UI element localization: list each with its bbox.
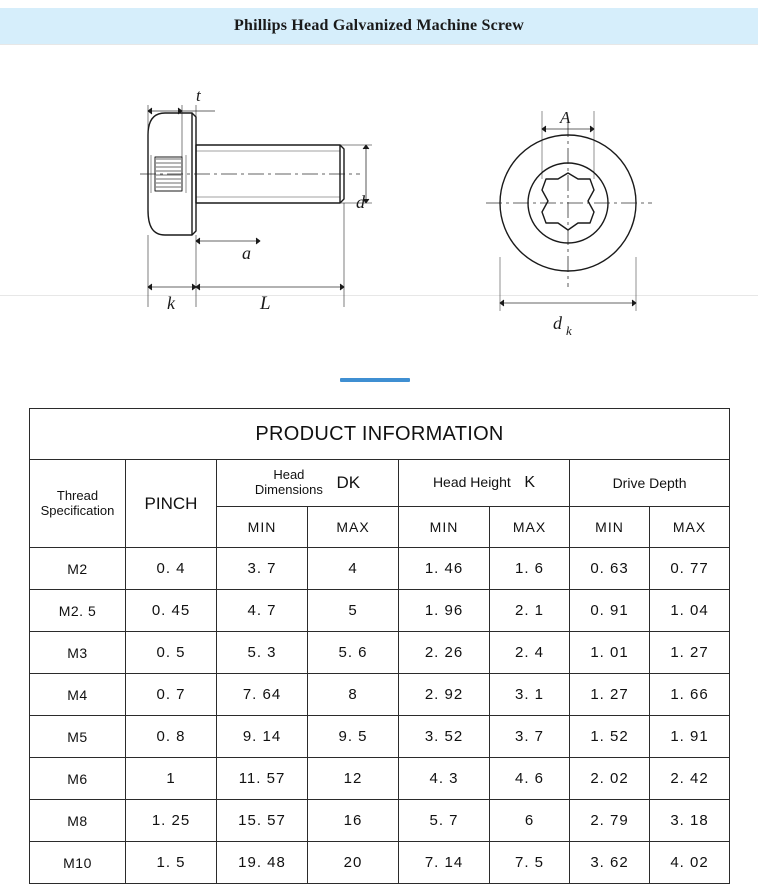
cell-dk-max: 16	[308, 800, 399, 842]
label-k: k	[167, 293, 175, 313]
cell-pinch: 0. 4	[126, 548, 217, 590]
cell-dd-min: 2. 79	[570, 800, 650, 842]
cell-pinch: 0. 8	[126, 716, 217, 758]
table-row	[30, 674, 730, 716]
cell-k-min: 7. 14	[399, 842, 490, 884]
drawing-svg	[0, 45, 758, 338]
product-information-section	[29, 408, 729, 884]
table-row	[30, 842, 730, 884]
cell-dk-min: 9. 14	[217, 716, 308, 758]
cell-k-min: 2. 92	[399, 674, 490, 716]
label-A: A	[560, 108, 571, 127]
cell-k-max: 6	[490, 800, 570, 842]
cell-dd-min: 2. 02	[570, 758, 650, 800]
label-dk-sub: k	[566, 323, 572, 338]
table-row	[30, 758, 730, 800]
top-center-axes	[486, 121, 652, 287]
cell-dk-max: 9. 5	[308, 716, 399, 758]
header-dd-min: MIN	[570, 507, 650, 548]
head-recess-hatch	[156, 159, 181, 187]
cell-dk-min: 19. 48	[217, 842, 308, 884]
cell-thread: M8	[30, 800, 126, 842]
table-header-row-1	[30, 460, 730, 507]
header-head-dim-line2: Dimensions	[254, 482, 323, 497]
product-title-banner	[0, 8, 758, 44]
header-k-min: MIN	[399, 507, 490, 548]
cell-pinch: 1	[126, 758, 217, 800]
header-head-dim-code: DK	[336, 473, 361, 493]
table-row	[30, 590, 730, 632]
cell-dk-max: 20	[308, 842, 399, 884]
header-pinch: PINCH	[126, 460, 217, 548]
table-row	[30, 716, 730, 758]
cell-dd-max: 4. 02	[650, 842, 730, 884]
table-title-row	[30, 409, 730, 460]
header-head-height	[399, 460, 570, 507]
technical-drawing	[0, 44, 758, 338]
cell-thread: M2	[30, 548, 126, 590]
table-row	[30, 632, 730, 674]
cell-dd-min: 1. 01	[570, 632, 650, 674]
table-row	[30, 800, 730, 842]
label-dk: d	[553, 313, 562, 333]
cell-dd-max: 1. 04	[650, 590, 730, 632]
cell-k-max: 4. 6	[490, 758, 570, 800]
cell-k-max: 3. 1	[490, 674, 570, 716]
header-dk-max: MAX	[308, 507, 399, 548]
label-a: a	[242, 243, 251, 263]
cell-pinch: 0. 7	[126, 674, 217, 716]
header-head-height-label: Head Height	[432, 473, 511, 490]
cell-pinch: 1. 5	[126, 842, 217, 884]
cell-dd-max: 2. 42	[650, 758, 730, 800]
cell-dd-max: 1. 66	[650, 674, 730, 716]
cell-thread: M2. 5	[30, 590, 126, 632]
table-title: PRODUCT INFORMATION	[30, 409, 730, 460]
section-divider-rule	[340, 378, 410, 382]
cell-thread: M6	[30, 758, 126, 800]
cell-dk-min: 15. 57	[217, 800, 308, 842]
cell-dk-min: 7. 64	[217, 674, 308, 716]
dim-L	[196, 203, 344, 307]
header-k-max: MAX	[490, 507, 570, 548]
table-row	[30, 548, 730, 590]
cell-dd-max: 1. 27	[650, 632, 730, 674]
cell-thread: M4	[30, 674, 126, 716]
cell-dd-min: 1. 27	[570, 674, 650, 716]
cell-dd-min: 0. 63	[570, 548, 650, 590]
cell-dk-max: 12	[308, 758, 399, 800]
cell-k-min: 5. 7	[399, 800, 490, 842]
cell-pinch: 0. 5	[126, 632, 217, 674]
cell-k-min: 1. 46	[399, 548, 490, 590]
cell-dk-max: 5. 6	[308, 632, 399, 674]
page-title: Phillips Head Galvanized Machine Screw	[234, 17, 524, 34]
header-head-dimensions	[217, 460, 399, 507]
header-thread-specification	[30, 460, 126, 548]
cell-dd-min: 3. 62	[570, 842, 650, 884]
header-thread-line1: Thread	[56, 487, 99, 503]
label-t: t	[196, 86, 201, 105]
header-dd-max: MAX	[650, 507, 730, 548]
label-L: L	[260, 293, 271, 314]
cell-k-min: 4. 3	[399, 758, 490, 800]
header-head-dim-line1: Head	[273, 467, 305, 483]
product-information-table	[29, 408, 730, 884]
cell-k-min: 1. 96	[399, 590, 490, 632]
cell-k-max: 2. 4	[490, 632, 570, 674]
cell-dk-min: 5. 3	[217, 632, 308, 674]
cell-k-max: 3. 7	[490, 716, 570, 758]
cell-k-min: 2. 26	[399, 632, 490, 674]
cell-dd-min: 0. 91	[570, 590, 650, 632]
header-thread-line2: Specification	[40, 502, 115, 518]
cell-k-max: 2. 1	[490, 590, 570, 632]
header-head-height-code: K	[524, 473, 536, 491]
header-drive-depth: Drive Depth	[570, 460, 730, 507]
cell-dk-max: 5	[308, 590, 399, 632]
cell-dd-min: 1. 52	[570, 716, 650, 758]
cell-dk-min: 3. 7	[217, 548, 308, 590]
cell-pinch: 1. 25	[126, 800, 217, 842]
cell-dk-max: 4	[308, 548, 399, 590]
label-d: d	[356, 192, 365, 212]
cell-dk-max: 8	[308, 674, 399, 716]
cell-dd-max: 0. 77	[650, 548, 730, 590]
cell-pinch: 0. 45	[126, 590, 217, 632]
cell-dk-min: 4. 7	[217, 590, 308, 632]
cell-k-max: 1. 6	[490, 548, 570, 590]
cell-dk-min: 11. 57	[217, 758, 308, 800]
cell-thread: M3	[30, 632, 126, 674]
cell-dd-max: 3. 18	[650, 800, 730, 842]
cell-k-min: 3. 52	[399, 716, 490, 758]
cell-dd-max: 1. 91	[650, 716, 730, 758]
cell-thread: M10	[30, 842, 126, 884]
header-dk-min: MIN	[217, 507, 308, 548]
cell-k-max: 7. 5	[490, 842, 570, 884]
cell-thread: M5	[30, 716, 126, 758]
